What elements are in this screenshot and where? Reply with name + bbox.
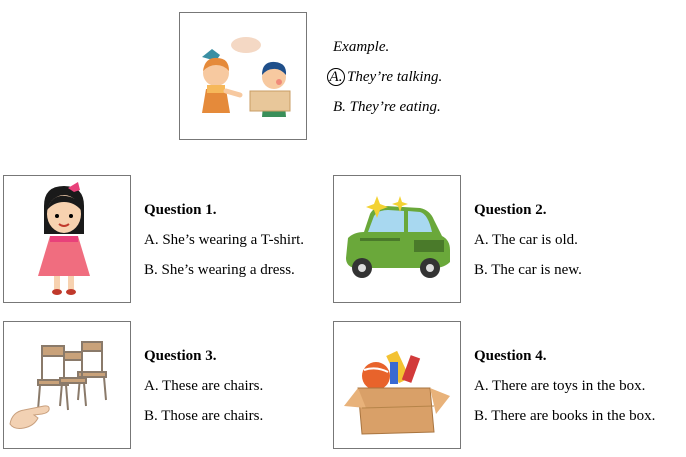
question-2-option-b: B. The car is new.	[474, 262, 582, 278]
green-car-icon	[334, 176, 460, 302]
question-3-title: Question 3.	[144, 348, 217, 364]
chairs-icon	[4, 322, 130, 448]
question-4-title: Question 4.	[474, 348, 547, 364]
question-3-picture	[3, 321, 131, 449]
example-picture	[179, 12, 307, 140]
question-1-title: Question 1.	[144, 202, 217, 218]
question-4-picture	[333, 321, 461, 449]
question-1-option-b: B. She’s wearing a dress.	[144, 262, 295, 278]
question-3-option-a: A. These are chairs.	[144, 378, 264, 394]
children-talking-icon	[180, 13, 306, 139]
question-2-picture	[333, 175, 461, 303]
question-4-option-b: B. There are books in the box.	[474, 408, 656, 424]
girl-in-dress-icon	[4, 176, 130, 302]
example-option-b: B. They’re eating.	[333, 99, 441, 115]
question-1-picture	[3, 175, 131, 303]
question-2-option-a: A. The car is old.	[474, 232, 578, 248]
question-2-title: Question 2.	[474, 202, 547, 218]
question-1-option-a: A. She’s wearing a T-shirt.	[144, 232, 304, 248]
example-option-a-text: They’re talking.	[347, 69, 443, 85]
example-label: Example.	[333, 39, 390, 55]
question-3-option-b: B. Those are chairs.	[144, 408, 264, 424]
question-4-option-a: A. There are toys in the box.	[474, 378, 646, 394]
answer-circle: A.	[327, 68, 345, 86]
example-option-a	[327, 62, 442, 92]
toy-box-icon	[334, 322, 460, 448]
pointing-hand-icon	[10, 406, 49, 429]
